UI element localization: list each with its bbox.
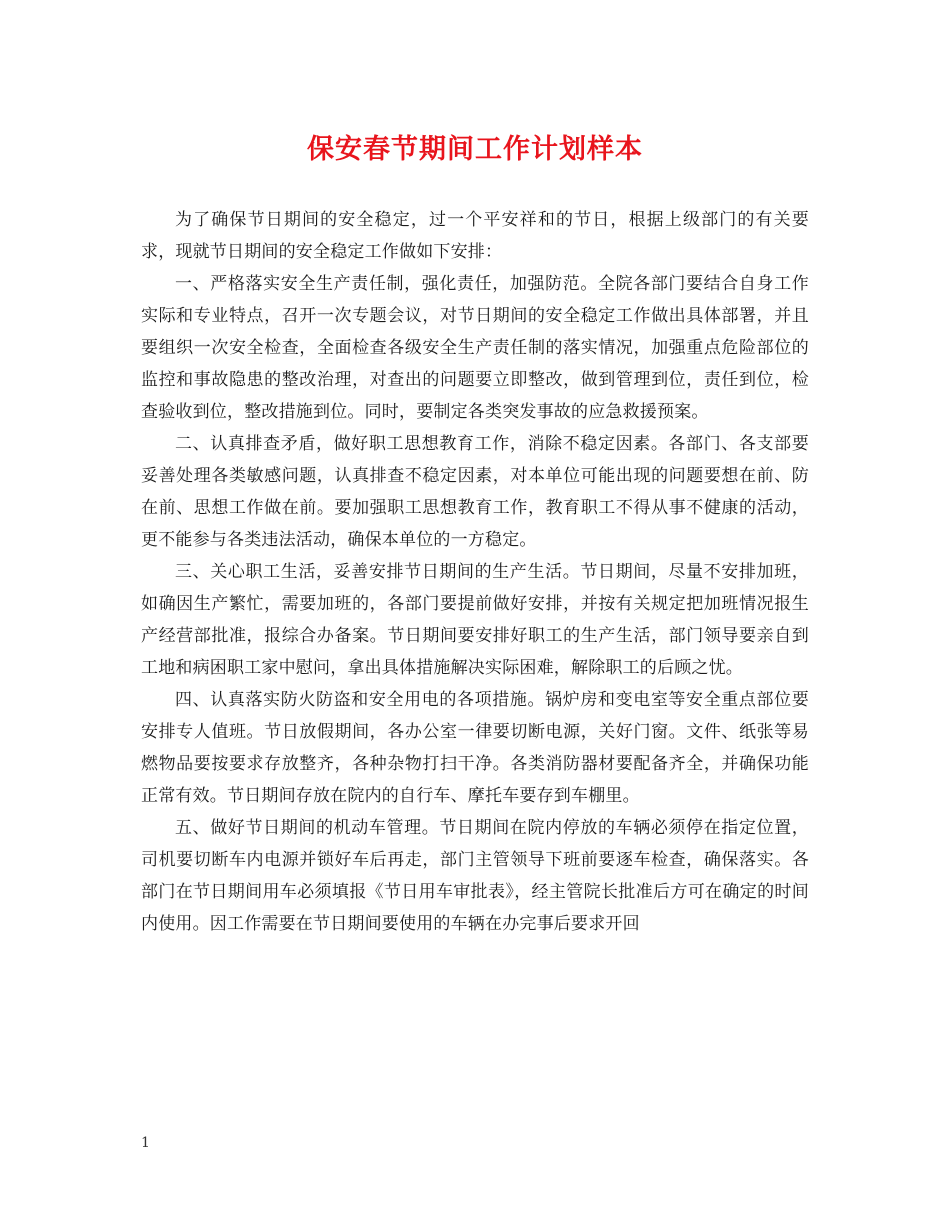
paragraph-section-2: 二、认真排查矛盾，做好职工思想教育工作，消除不稳定因素。各部门、各支部要妥善处理各类敏感问题，认真排查不稳定因素，对本单位可能出现的问题要想在前、防在前、思想工作做在前。要加强职工思想教育工作，教育职工不得从事不健康的活动，更不能参与各类违法活动，确保本单位的一方稳定。 (141, 434, 809, 550)
document-title: 保安春节期间工作计划样本 (307, 134, 643, 165)
page-number: 1 (141, 1135, 150, 1151)
paragraph-section-5: 五、做好节日期间的机动车管理。节日期间在院内停放的车辆必须停在指定位置，司机要切断车内电源并锁好车后再走，部门主管领导下班前要逐车检查，确保落实。各部门在节日期间用车必须填报《节日用车审批表》，经主管院长批准后方可在确定的时间内使用。因工作需要在节日期间要使用的车辆在办完事后要求开回 (141, 818, 809, 934)
paragraph-section-3: 三、关心职工生活，妥善安排节日期间的生产生活。节日期间，尽量不安排加班，如确因生产繁忙，需要加班的，各部门要提前做好安排，并按有关规定把加班情况报生产经营部批准，报综合办备案。节日期间要安排好职工的生产生活，部门领导要亲自到工地和病困职工家中慰问，拿出具体措施解决实际困难，解除职工的后顾之忧。 (141, 562, 809, 678)
paragraph-section-4: 四、认真落实防火防盗和安全用电的各项措施。锅炉房和变电室等安全重点部位要安排专人值班。节日放假期间，各办公室一律要切断电源，关好门窗。文件、纸张等易燃物品要按要求存放整齐，各种杂物打扫干净。各类消防器材要配备齐全，并确保功能正常有效。节日期间存放在院内的自行车、摩托车要存到车棚里。 (141, 690, 809, 806)
document-body (141, 204, 809, 940)
paragraph-intro: 为了确保节日期间的安全稳定，过一个平安祥和的节日，根据上级部门的有关要求，现就节日期间的安全稳定工作做如下安排： (141, 210, 809, 262)
paragraph-section-1: 一、严格落实安全生产责任制，强化责任，加强防范。全院各部门要结合自身工作实际和专业特点，召开一次专题会议，对节日期间的安全稳定工作做出具体部署，并且要组织一次安全检查，全面检查各级安全生产责任制的落实情况，加强重点危险部位的监控和事故隐患的整改治理，对查出的问题要立即整改，做到管理到位，责任到位，检查验收到位，整改措施到位。同时，要制定各类突发事故的应急救援预案。 (141, 274, 809, 422)
